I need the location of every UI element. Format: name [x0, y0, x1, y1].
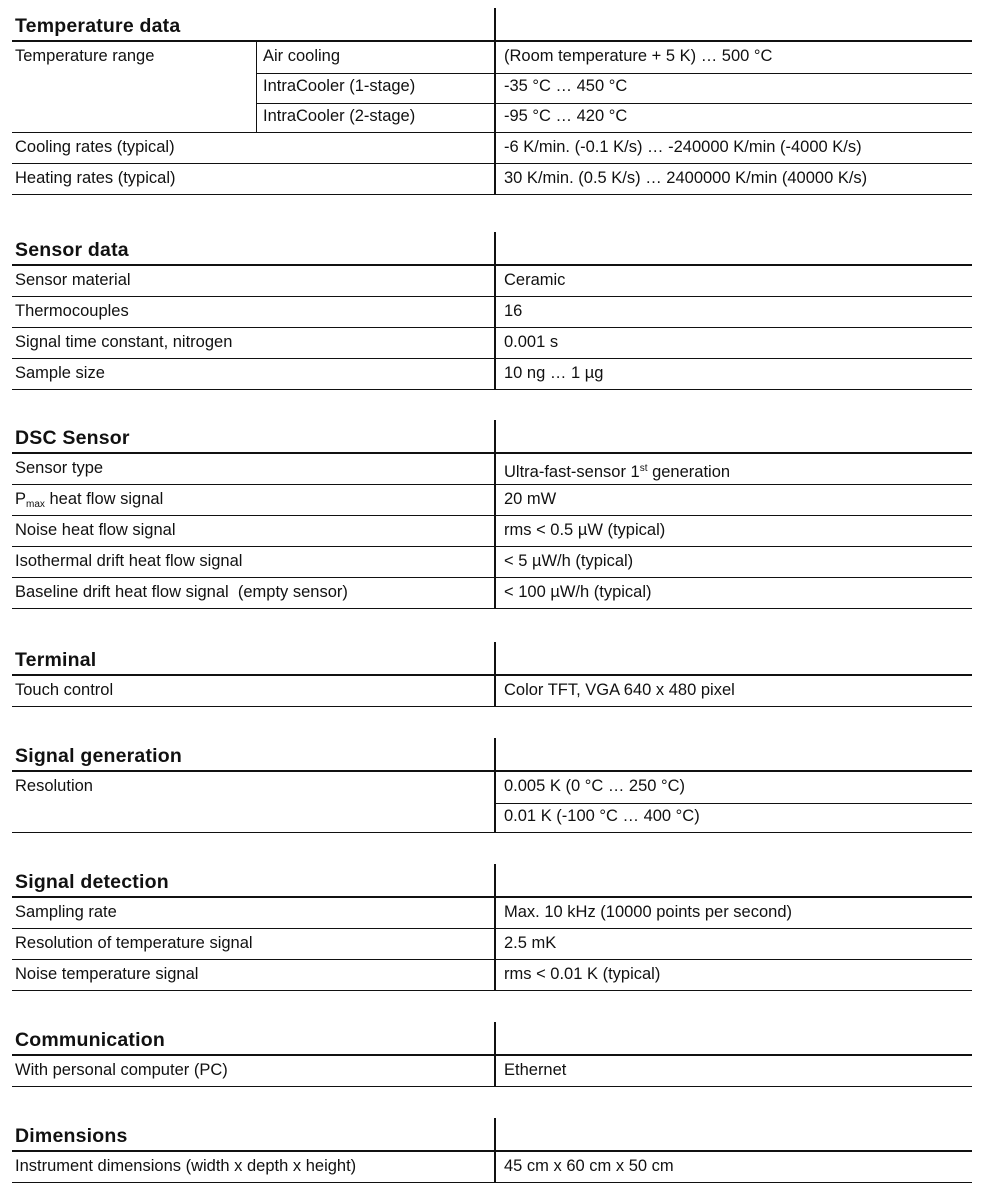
- section-header: [12, 1118, 972, 1152]
- row-sublabel: IntraCooler (1-stage): [256, 72, 495, 102]
- section-title: Terminal: [15, 649, 97, 671]
- row-value: 20 mW: [494, 485, 556, 515]
- communication-section: [12, 1022, 972, 1087]
- table-row: [12, 960, 972, 991]
- temperature-section: [12, 8, 972, 195]
- row-value: Ultra-fast-sensor 1st generation: [494, 454, 730, 484]
- row-label: Sampling rate: [15, 903, 117, 921]
- section-title: Signal detection: [15, 871, 169, 893]
- section-header: [12, 420, 972, 454]
- row-value: < 5 µW/h (typical): [494, 547, 633, 577]
- row-value: -6 K/min. (-0.1 K/s) … -240000 K/min (-4000 K/s): [494, 133, 862, 163]
- table-row: [12, 1152, 972, 1183]
- table-row: [12, 578, 972, 609]
- row-value: Color TFT, VGA 640 x 480 pixel: [494, 676, 735, 706]
- table-row: [12, 297, 972, 328]
- row-sublabel: Air cooling: [256, 42, 495, 72]
- section-header: [12, 738, 972, 772]
- row-value: Ethernet: [494, 1056, 566, 1086]
- row-value: -95 °C … 420 °C: [494, 102, 627, 132]
- row-value: (Room temperature + 5 K) … 500 °C: [494, 42, 772, 72]
- table-row: [12, 516, 972, 547]
- dimensions-section: [12, 1118, 972, 1183]
- table-row: [12, 102, 972, 133]
- row-label: Cooling rates (typical): [15, 138, 175, 156]
- row-label: Baseline drift heat flow signal (empty sensor): [15, 583, 348, 601]
- section-title: Sensor data: [15, 239, 129, 261]
- table-row: [12, 1056, 972, 1087]
- section-title: Dimensions: [15, 1125, 128, 1147]
- row-value: 0.01 K (-100 °C … 400 °C): [494, 802, 700, 832]
- section-title: Signal generation: [15, 745, 183, 767]
- section-header: [12, 232, 972, 266]
- sensor-section: [12, 232, 972, 390]
- table-row: [12, 485, 972, 516]
- row-label: Resolution of temperature signal: [15, 934, 253, 952]
- row-label: Noise heat flow signal: [15, 521, 176, 539]
- row-label: Sensor type: [15, 459, 104, 477]
- row-value: rms < 0.01 K (typical): [494, 960, 660, 990]
- row-label: $P_{max}$ heat flow signal: [15, 490, 164, 510]
- row-value: 0.005 K (0 °C … 250 °C): [494, 772, 685, 802]
- row-value: rms < 0.5 µW (typical): [494, 516, 665, 546]
- table-row: [12, 454, 972, 485]
- row-value: 2.5 mK: [494, 929, 556, 959]
- row-label: Heating rates (typical): [15, 169, 176, 187]
- section-title: Temperature data: [15, 15, 181, 37]
- table-row: [12, 802, 972, 833]
- section-title: Communication: [15, 1029, 165, 1051]
- row-label: Thermocouples: [15, 302, 129, 320]
- table-row: [12, 359, 972, 390]
- signal-generation-section: [12, 738, 972, 833]
- table-row: [12, 133, 972, 164]
- table-row: [12, 898, 972, 929]
- row-value: 30 K/min. (0.5 K/s) … 2400000 K/min (40000 K/s): [494, 164, 867, 194]
- row-value: Ceramic: [494, 266, 565, 296]
- section-header: [12, 642, 972, 676]
- row-label: Isothermal drift heat flow signal: [15, 552, 243, 570]
- terminal-section: [12, 642, 972, 707]
- row-label: Sample size: [15, 364, 105, 382]
- row-value: 45 cm x 60 cm x 50 cm: [494, 1152, 674, 1182]
- section-header: [12, 864, 972, 898]
- table-row: [12, 72, 972, 102]
- row-label: With personal computer (PC): [15, 1061, 228, 1079]
- row-label: Instrument dimensions (width x depth x height): [15, 1157, 357, 1175]
- row-value: -35 °C … 450 °C: [494, 72, 627, 102]
- table-row: [12, 328, 972, 359]
- dsc-section: [12, 420, 972, 609]
- signal-detection-section: [12, 864, 972, 991]
- row-value: < 100 µW/h (typical): [494, 578, 652, 608]
- row-value: 16: [494, 297, 522, 327]
- row-value: 10 ng … 1 µg: [494, 359, 603, 389]
- section-header: [12, 8, 972, 42]
- row-label: Touch control: [15, 681, 114, 699]
- row-value: 0.001 s: [494, 328, 558, 358]
- table-row: [12, 266, 972, 297]
- table-row: [12, 42, 972, 72]
- table-row: [12, 164, 972, 195]
- row-label: Noise temperature signal: [15, 965, 199, 983]
- table-row: [12, 547, 972, 578]
- section-title: DSC Sensor: [15, 427, 130, 449]
- table-row: [12, 676, 972, 707]
- table-row: [12, 929, 972, 960]
- row-label: Sensor material: [15, 271, 131, 289]
- row-label: Resolution: [15, 777, 93, 795]
- section-header: [12, 1022, 972, 1056]
- row-value: Max. 10 kHz (10000 points per second): [494, 898, 792, 928]
- row-label: Temperature range: [15, 47, 155, 65]
- row-sublabel: IntraCooler (2-stage): [256, 102, 495, 132]
- row-label: Signal time constant, nitrogen: [15, 333, 233, 351]
- table-row: [12, 772, 972, 802]
